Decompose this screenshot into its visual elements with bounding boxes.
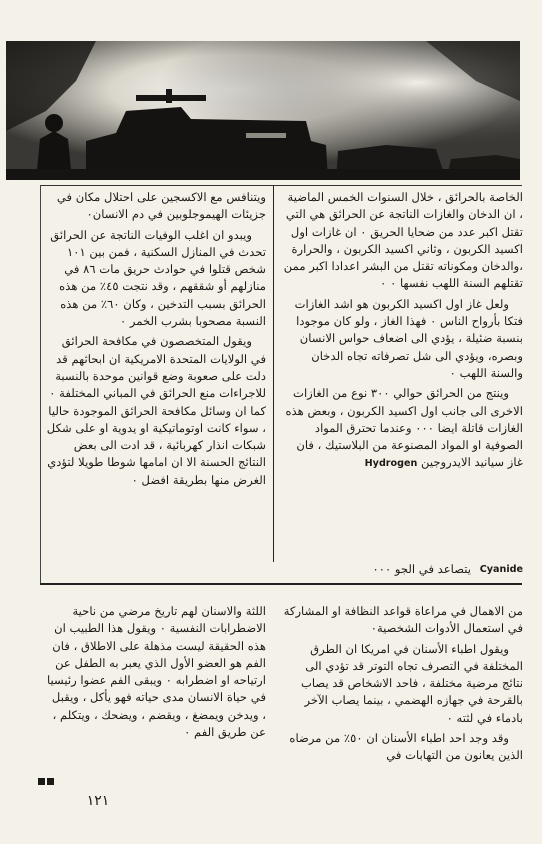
column-right-bottom [283,603,523,765]
column-left-top [46,189,266,489]
paragraph-text: وينتج من الحرائق حوالي ٣٠٠ نوع من الغازات الاخرى الى جانب اول اكسيد الكربون ، وبعض هذه الغازات قاتلة ايضا ٠٠٠ وعندما تحترق المواد الصوفية او المواد المصنوعة من البلاستيك ، فان غاز سيانيد الايدروجين [285,386,523,470]
latin-term-hydrogen: Hydrogen [364,458,418,470]
page-number: ١٢١ [86,793,110,809]
paragraph: ويقول المتخصصون في مكافحة الحرائق في الولايات المتحدة الامريكية ان ابحاثهم قد دلت على صعوبة وضع قوانين موحدة بالنسبة للاجراءات منع الحرائق في المباني المختلفة ٠ كما ان وسائل مكافحة الحرائق الموجودة حاليا ، سواء كانت اوتوماتيكية او يدوية او على شكل شبكات انذار كهربائية ، قد ادت الى بعض النتائج الحسنة الا ان امامها شوطا طويلا لتؤدي الغرض منها بطريقة افضل ٠ [46,334,266,487]
paragraph: ويبدو ان اغلب الوفيات الناتجة عن الحرائق تحدث في المنازل السكنية ، فمن بين ١٠١ شخص قتلوا في حوادث حريق مات ٨٦ في منازلهم أو شققهم ، وقد نتجت ٤٥٪ من هذه الحرائق بسبب التدخين ، وكان ٦٠٪ من هذه النسبة مصحوبا بشرب الخمر ٠ [50,227,266,329]
paragraph: اللثة والاسنان لهم تاريخ مرضي من ناحية الاضطرابات النفسية ٠ ويقول هذا الطبيب ان هذه الحقيقة ليست مذهلة على الاطلاق ، فان الفم هو العضو الأول الذي يعبر به الطفل عن ارتياحه او اضطرابه ٠ ويبقى الفم عضوا رئيسيا في حياة الانسان مدى حياته فهو يأكل ، ويقبل ، ويدخن ويمضغ ، ويقضم ، ويضحك ، ويتكلم ، عن طريق الفم ٠ [46,604,266,740]
paragraph: ويقول اطباء الأسنان في امريكا ان الطرق المختلفة في التصرف تجاه التوتر قد تؤدي الى نتائج مرضية مختلفة ، فاحد الاشخاص قد يصاب بالقرحة في جهازه الهضمي ، بينما يصاب الآخر بادماء في لثته ٠ [300,641,523,725]
article-box-bottom-rule [40,583,522,585]
article-box-left-rule [40,185,41,584]
paragraph: من الاهمال في مراعاة قواعد النظافة او المشاركة في استعمال الأدوات الشخصية٠ [283,604,523,636]
paragraph: وقد وجد احد اطباء الأسنان ان ٥٠٪ من مرضاه الذين يعانون من التهابات في [289,731,523,763]
paragraph-tail: يتصاعد في الجو ٠٠٠ [372,562,471,576]
fire-scene-image [6,41,520,180]
fire-photo [6,41,520,180]
paragraph: ولعل غاز اول اكسيد الكربون هو اشد الغازات فتكا بأرواح الناس ٠ فهذا الغاز ، ولو كان موجودا بنسبة ضئيلة ، يؤدي الى اضعاف حواس الانسان وبصره، ويؤدي الى شل تصرفاته تجاه الدخان والسنة اللهب ٠ [294,296,523,380]
cyanide-line [283,561,523,577]
column-left-bottom [46,603,266,741]
paragraph: ويتنافس مع الاكسجين على احتلال مكان في جزيئات الهيموجلوبين في دم الانسان٠ [56,190,266,222]
column-right-top [283,189,523,473]
paragraph: الخاصة بالحرائق ، خلال السنوات الخمس الماضية ، ان الدخان والغازات الناتجة عن الحرائق هي التي تقتل اكبر عدد من ضحايا الحريق ٠ ان غازات اول اكسيد الكربون ، وثاني اكسيد الكربون ، والحرارة ،والدخان ومكوناته تقتل من البشر اعدادا اكبر ممن تقتلهم السنة اللهب نفسها ٠ ٠ [283,190,523,291]
article-box-top-rule [40,185,522,186]
paragraph [283,385,523,472]
latin-term-cyanide: Cyanide [479,564,523,575]
column-divider [273,186,274,562]
end-of-article-mark [38,770,56,789]
